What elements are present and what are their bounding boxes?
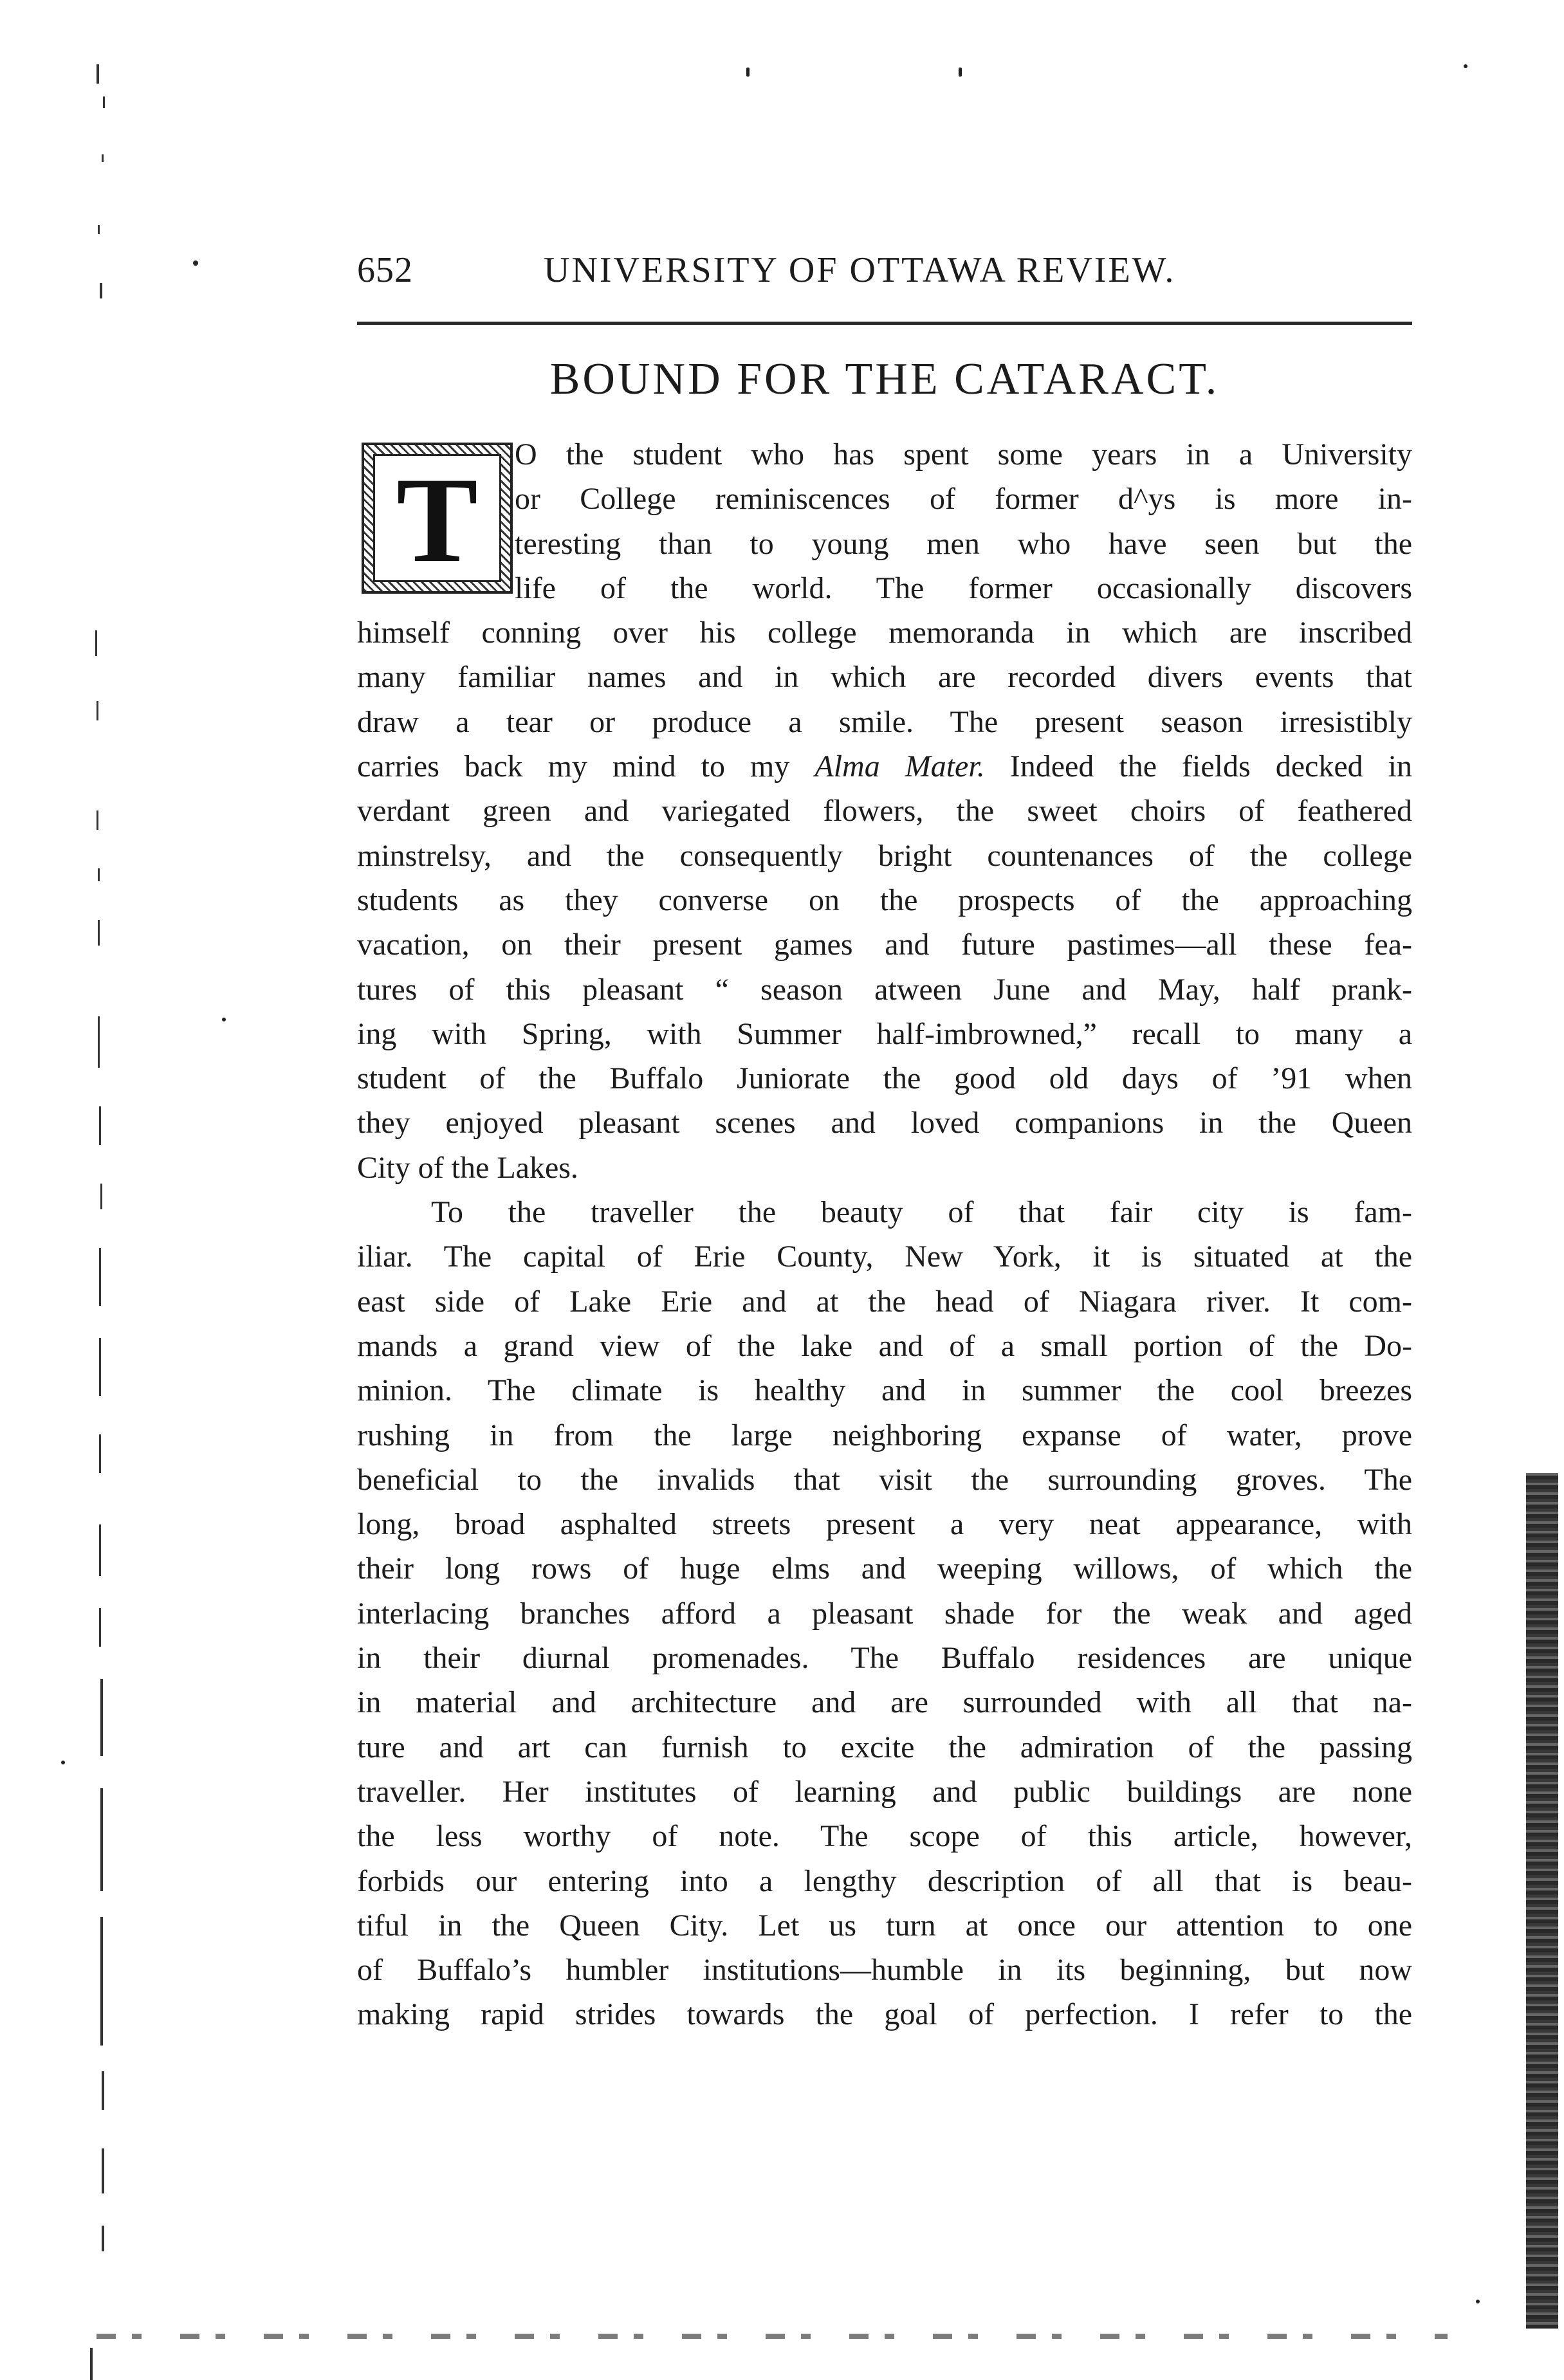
body-line: ture and art can furnish to excite the admiration of the passing bbox=[357, 1730, 1412, 1764]
body-line: rushing in from the large neighboring expanse of water, prove bbox=[357, 1418, 1412, 1452]
body-line: vacation, on their present games and future pastimes—all these fea- bbox=[357, 928, 1412, 962]
body-line: O the student who has spent some years in a University bbox=[515, 437, 1412, 471]
body-line-tail: Indeed the fields decked in bbox=[984, 749, 1412, 784]
body-line: teresting than to young men who have seen but the bbox=[515, 526, 1412, 561]
body-line: draw a tear or produce a smile. The present season irresistibly bbox=[357, 704, 1412, 739]
body-line: of Buffalo’s humbler institutions—humble in its beginning, but now bbox=[357, 1953, 1412, 1988]
body-line: City of the Lakes. bbox=[357, 1150, 578, 1185]
bottom-edge-scan-marks bbox=[97, 2334, 1448, 2339]
body-line: tures of this pleasant “ season atween June and May, half prank- bbox=[357, 972, 1412, 1007]
body-line: student of the Buffalo Juniorate the good old days of ’91 when bbox=[357, 1061, 1412, 1096]
speck bbox=[1476, 2300, 1480, 2303]
body-line: in their diurnal promenades. The Buffalo residences are unique bbox=[357, 1641, 1412, 1676]
right-edge-scan-shadow bbox=[1526, 1473, 1558, 2329]
journal-title: UNIVERSITY OF OTTAWA REVIEW. bbox=[544, 250, 1176, 290]
alma-mater-italic: Alma Mater. bbox=[814, 749, 985, 784]
body-line: long, broad asphalted streets present a very neat appearance, with bbox=[357, 1507, 1412, 1542]
body-line: minion. The climate is healthy and in summer the cool breezes bbox=[357, 1373, 1412, 1408]
body-line: tiful in the Queen City. Let us turn at once our attention to one bbox=[357, 1908, 1412, 1943]
body-line: making rapid strides towards the goal of perfection. I refer to the bbox=[357, 1997, 1412, 2032]
body-line: students as they converse on the prospects of the approaching bbox=[357, 883, 1412, 917]
body-line: the less worthy of note. The scope of this article, however, bbox=[357, 1819, 1412, 1854]
body-line-lead: carries back my mind to my bbox=[357, 749, 815, 784]
body-line: traveller. Her institutes of learning and public buildings are none bbox=[357, 1774, 1412, 1809]
header-rule bbox=[357, 322, 1412, 325]
body-line: many familiar names and in which are recorded divers events that bbox=[357, 660, 1412, 695]
article-body bbox=[357, 432, 1412, 2037]
article-title: BOUND FOR THE CATARACT. bbox=[549, 354, 1220, 404]
left-margin-scan-marks bbox=[84, 51, 122, 2354]
speck bbox=[61, 1761, 65, 1764]
speck bbox=[222, 1018, 226, 1021]
page-number: 652 bbox=[357, 250, 413, 290]
speck bbox=[1464, 64, 1467, 68]
body-line: verdant green and variegated flowers, the sweet choirs of feathered bbox=[357, 794, 1412, 828]
body-line-alma-mater bbox=[357, 744, 1412, 789]
body-line: minstrelsy, and the consequently bright countenances of the college bbox=[357, 838, 1412, 873]
body-line: mands a grand view of the lake and of a small portion of the Do- bbox=[357, 1328, 1412, 1363]
body-line: or College reminiscences of former d^ys is more in- bbox=[515, 482, 1412, 517]
body-line: forbids our entering into a lengthy description of all that is beau- bbox=[357, 1863, 1412, 1898]
speck bbox=[959, 68, 962, 77]
body-line: beneficial to the invalids that visit the surrounding groves. The bbox=[357, 1462, 1412, 1497]
body-line: east side of Lake Erie and at the head of Niagara river. It com- bbox=[357, 1284, 1412, 1319]
speck bbox=[746, 68, 750, 77]
body-line: in material and architecture and are surrounded with all that na- bbox=[357, 1685, 1412, 1720]
body-line: interlacing branches afford a pleasant shade for the weak and aged bbox=[357, 1596, 1412, 1631]
body-line: To the traveller the beauty of that fair city is fam- bbox=[431, 1195, 1412, 1230]
body-line: iliar. The capital of Erie County, New York, it is situated at the bbox=[357, 1240, 1412, 1274]
body-line: himself conning over his college memoranda in which are inscribed bbox=[357, 616, 1412, 650]
body-line: they enjoyed pleasant scenes and loved companions in the Queen bbox=[357, 1106, 1412, 1140]
running-head bbox=[357, 250, 1412, 295]
drop-cap-letter: T bbox=[396, 453, 478, 588]
body-line: their long rows of huge elms and weeping willows, of which the bbox=[357, 1552, 1412, 1586]
body-line: ing with Spring, with Summer half-imbrowned,” recall to many a bbox=[357, 1016, 1412, 1051]
speck bbox=[193, 261, 198, 266]
body-line: life of the world. The former occasionally discovers bbox=[515, 571, 1412, 605]
